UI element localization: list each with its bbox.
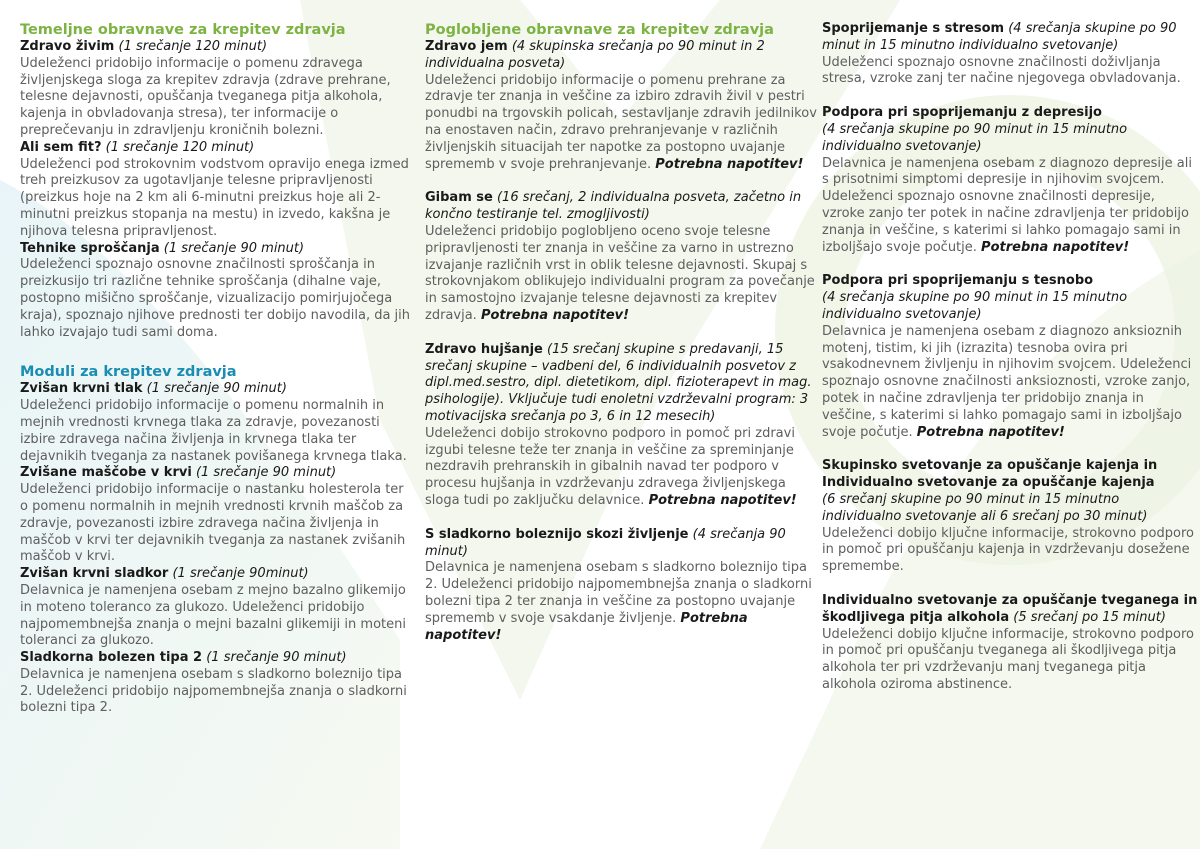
program-item <box>822 105 1200 256</box>
item-description: Udeleženci spoznajo osnovne značilnosti sproščanja in preizkusijo tri različne tehnike sproščanja (dihalne vaje, postopno mišično sproščanje, vizualizacijo pomirjujočega kraja), spoznajo njihove prednosti ter dobijo navodila, da jih lahko izvajajo tudi sami doma. <box>20 257 411 340</box>
item-title: Zdravo živim <box>20 39 115 54</box>
item-description: Delavnica je namenjena osebam z diagnozo anksioznih motenj, tistim, ki jih (izrazita) tesnoba ovira pri vsakodnevnem življenju in njihovim svojcem. Udeleženci spoznajo osnovne značilnosti anksioznosti, vzroke zanjo, potek in načine zdravljenja ter pridobijo znanja in veščine, s katerimi si lahko pomagajo sami in izboljšajo svoje počutje. <box>822 323 1192 440</box>
item-title: Podpora pri spoprijemanju z depresijo <box>822 105 1102 121</box>
program-item <box>822 21 1200 88</box>
item-title: Zvišan krvni tlak <box>20 381 143 397</box>
item-duration: (1 srečanje 90 minut) <box>146 381 287 397</box>
section-heading: Poglobljene obravnave za krepitev zdravja <box>425 22 774 38</box>
column-right <box>822 21 1200 694</box>
program-item <box>822 458 1200 576</box>
item-description: Delavnica je namenjena osebam s sladkorno boleznijo tipa 2. Udeleženci pridobijo najpomembnejša znanja o sladkorni bolezni tipa 2. <box>20 666 407 716</box>
item-title: Spoprijemanje s stresom <box>822 21 1005 36</box>
item-duration: (4 skupinska srečanja po 90 minut in 2 individualna posveta) <box>425 39 765 71</box>
item-title: Zvišane maščobe v krvi <box>20 465 192 481</box>
program-item <box>425 527 817 645</box>
item-duration: (1 srečanje 90 minut) <box>195 465 337 481</box>
item-duration: (4 srečanja skupine po 90 minut in 15 minutno individualno svetovanje) <box>822 290 1128 322</box>
item-title: Skupinsko svetovanje za opuščanje kajenja in Individualno svetovanje za opuščanje kajenja <box>822 458 1158 491</box>
program-item <box>425 190 817 324</box>
item-description: Udeleženci pridobijo informacije o pomenu normalnih in mejnih vrednosti krvnega tlaka za zdravje, povezanosti izbire zdravega načina življenja in krvnega tlaka ter dejavnikih tveganja za nastanek povišanega krvnega tlaka. <box>20 398 407 464</box>
item-description: Udeleženci dobijo ključne informacije, strokovno podporo in pomoč pri opuščanju kajenja in vzdrževanju dosežene spremembe. <box>822 525 1194 575</box>
program-item <box>822 593 1200 694</box>
item-duration: (15 srečanj skupine s predavanji, 15 srečanj skupine – vadbeni del, 6 individualnih posvetov z dipl.med.sestro, dipl. dietetikom, dipl. fizioterapevt in mag. psihologije). Vključuje tudi enoletni vzdrževalni program: 3 motivacijska srečanja po 3, 6 in 12 mesecih) <box>425 341 812 424</box>
section-heading: Moduli za krepitev zdravja <box>20 364 237 381</box>
item-duration: (5 srečanj po 15 minut) <box>1013 609 1166 625</box>
referral-note: Potrebna napotitev! <box>480 307 630 323</box>
item-title: Zdravo hujšanje <box>425 341 543 357</box>
program-item <box>20 381 415 465</box>
item-description: Delavnica je namenjena osebam z mejno bazalno glikemijo in moteno toleranco za glukozo. Udeleženci pridobijo najpomembnejša znanja o mejni bazalni glikemiji in moteni toleranci za glukozo. <box>20 582 406 649</box>
referral-note: Potrebna napotitev! <box>655 156 804 172</box>
item-description: Delavnica je namenjena osebam s sladkorno boleznijo tipa 2. Udeleženci pridobijo najpomembnejša znanja o sladkorni bolezni tipa 2 ter znanja in veščine za postopno uvajanje sprememb v svoje vsakdanje življenje. <box>425 560 812 626</box>
item-description: Udeleženci pridobijo informacije o pomenu prehrane za zdravje ter znanja in veščine za izbiro zdravih živil v pestri ponudbi na trgovskih policah, sestavljanje zdravih jedilnikov na enostaven način, zdravo prehranjevanje v različnih življenjskih situacijah ter napotke za postopno uvajanje sprememb v svoje prehranjevanje. <box>425 72 817 172</box>
program-item <box>20 39 415 140</box>
section-heading: Temeljne obravnave za krepitev zdravja <box>20 22 346 38</box>
program-item <box>822 273 1200 441</box>
program-item <box>20 140 415 241</box>
item-duration: (4 srečanja skupine po 90 minut in 15 minutno individualno svetovanje) <box>822 121 1128 154</box>
referral-note: Potrebna napotitev! <box>981 239 1130 255</box>
program-item <box>20 650 415 717</box>
item-duration: (4 srečanja skupine po 90 minut in 15 minutno individualno svetovanje) <box>822 21 1177 53</box>
item-duration: (1 srečanje 90 minut) <box>206 650 347 666</box>
item-title: Sladkorna bolezen tipa 2 <box>20 650 203 666</box>
item-description: Udeleženci dobijo ključne informacije, strokovno podporo in pomoč pri opuščanju tveganega ali škodljivega pitja alkohola ter pri vzdrževanju manj tveganega pitja alkohola oziroma abstinence. <box>822 626 1194 692</box>
item-title: S sladkorno boleznijo skozi življenje <box>425 526 689 542</box>
item-title: Gibam se <box>425 190 493 206</box>
item-duration: (1 srečanje 90minut) <box>172 566 309 582</box>
column-left <box>20 21 415 717</box>
item-description: Udeleženci spoznajo osnovne značilnosti doživljanja stresa, vzroke zanj ter načine njegovega obvladovanja. <box>822 54 1181 87</box>
program-item <box>425 342 817 510</box>
item-title: Tehnike sproščanja <box>20 240 160 256</box>
item-title: Zvišan krvni sladkor <box>20 566 169 582</box>
column-middle <box>425 21 817 644</box>
item-description: Udeleženci pod strokovnim vodstvom opravijo enega izmed treh preizkusov za ugotavljanje telesne pripravljenosti (preizkus hoje na 2 km ali 6-minutni preizkus hoje ali 2-minutni preizkus stopanja na mestu) in izvedo, kakšna je njihova telesna pripravljenost. <box>20 156 409 239</box>
program-item <box>20 465 415 566</box>
item-description: Udeleženci pridobijo informacije o nastanku holesterola ter o pomenu normalnih in mejnih vrednosti krvnih maščob za zdravje, povezanosti izbire zdravega načina življenja in maščob v krvi ter dejavnikih tveganja za nastanek zvišanih maščob v krvi. <box>20 482 406 565</box>
referral-note: Potrebna napotitev! <box>916 424 1065 440</box>
item-duration: (1 srečanje 90 minut) <box>163 240 305 256</box>
referral-note: Potrebna napotitev! <box>425 610 748 643</box>
item-description: Udeleženci pridobijo informacije o pomenu zdravega življenjskega sloga za krepitev zdravja (zdrave prehrane, telesne dejavnosti, opuščanja tveganega pitja alkohola, kajenja in obvladovanja stresa), ter informacije o preprečevanju in zdravljenju kroničnih bolezni. <box>20 55 391 138</box>
program-item <box>425 39 817 173</box>
item-title: Podpora pri spoprijemanju s tesnobo <box>822 273 1094 289</box>
item-title: Individualno svetovanje za opuščanje tveganega in škodljivega pitja alkohola <box>822 592 1198 625</box>
item-duration: (1 srečanje 120 minut) <box>118 39 268 54</box>
program-item <box>20 566 415 650</box>
referral-note: Potrebna napotitev! <box>648 492 797 508</box>
program-item <box>20 241 415 342</box>
item-description: Udeleženci pridobijo poglobljeno oceno svoje telesne pripravljenosti ter znanja in veščine za varno in ustrezno izvajanje različnih vrst in oblik telesne dejavnosti. Skupaj s strokovnjakom oblikujejo individualni program za povečanje in samostojno izvajanje telesne dejavnosti za krepitev zdravja. <box>425 223 815 323</box>
item-duration: (6 srečanj skupine po 90 minut in 15 minutno individualno svetovanje ali 6 srečanj po 30 minut) <box>822 491 1148 524</box>
item-description: Udeleženci dobijo strokovno podporo in pomoč pri zdravi izgubi telesne teže ter znanja in veščine za spreminjanje nezdravih prehranskih in gibalnih navad ter podporo v procesu hujšanja in vzdrževanju zdravega življenjskega sloga tudi po zaključku delavnice. <box>425 425 795 508</box>
item-duration: (1 srečanje 120 minut) <box>105 139 255 155</box>
item-title: Zdravo jem <box>425 39 508 54</box>
item-description: Delavnica je namenjena osebam z diagnozo depresije ali s prisotnimi simptomi depresije in njihovim svojcem. Udeleženci spoznajo osnovne značilnosti depresije, vzroke zanjo ter potek in načine zdravljenja ter pridobijo znanja in veščine, s katerimi si lahko pomagajo sami in izboljšajo svoje počutje. <box>822 155 1192 255</box>
item-duration: (16 srečanj, 2 individualna posveta, začetno in končno testiranje tel. zmogljivosti) <box>425 190 802 223</box>
item-title: Ali sem fit? <box>20 139 102 155</box>
item-duration: (4 srečanja 90 minut) <box>425 526 786 559</box>
